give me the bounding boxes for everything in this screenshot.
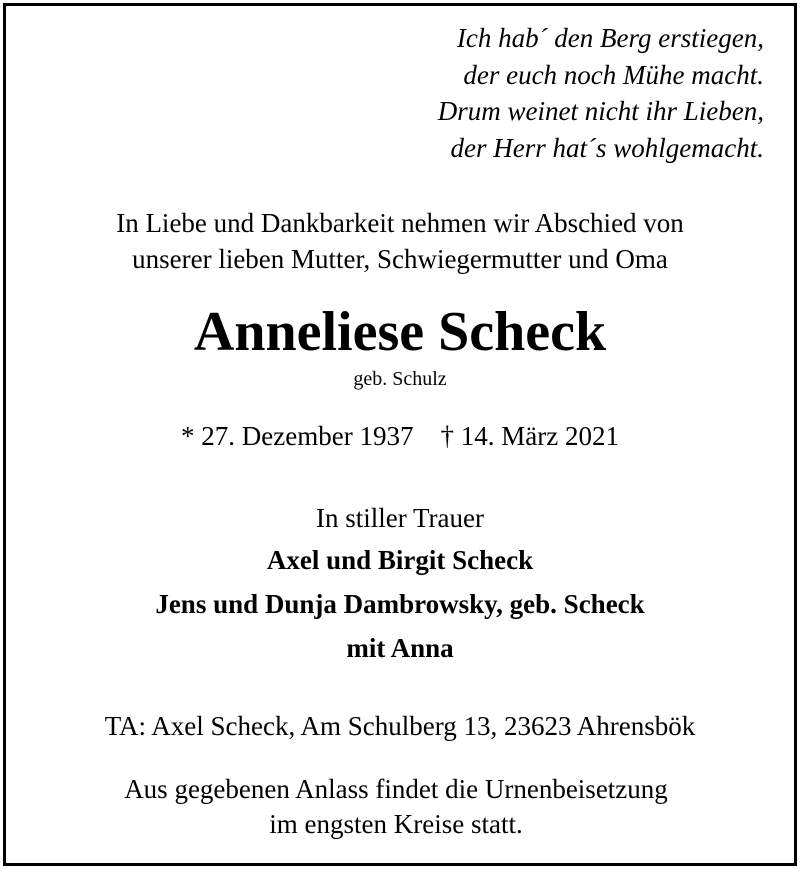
birth-name: geb. Schulz bbox=[353, 368, 447, 390]
poem-line-3: Drum weinet nicht ihr Lieben, bbox=[437, 96, 764, 126]
intro-line-2: unserer lieben Mutter, Schwiegermutter und Oma bbox=[132, 244, 668, 274]
mourners-heading: In stiller Trauer bbox=[316, 503, 484, 533]
poem bbox=[438, 20, 764, 166]
mourner-line-1: Axel und Birgit Scheck bbox=[266, 545, 534, 575]
birth-date: * 27. Dezember 1937 bbox=[181, 421, 414, 451]
poem-line-1: Ich hab´ den Berg erstiegen, bbox=[456, 23, 764, 53]
address-line: TA: Axel Scheck, Am Schulberg 13, 23623 Ahrensbök bbox=[104, 711, 696, 741]
notice-line-2: im engsten Kreise statt. bbox=[269, 809, 523, 839]
notice-line-1: Aus gegebenen Anlass findet die Urnenbeisetzung bbox=[124, 774, 668, 804]
intro-line-1: In Liebe und Dankbarkeit nehmen wir Abschied von bbox=[116, 208, 684, 238]
poem-line-2: der euch noch Mühe macht. bbox=[463, 59, 764, 90]
poem-line-4: der Herr hat´s wohlgemacht. bbox=[450, 132, 764, 163]
mourner-line-2: Jens und Dunja Dambrowsky, geb. Scheck bbox=[155, 589, 645, 619]
life-dates bbox=[0, 421, 800, 452]
deceased-name: Anneliese Scheck bbox=[193, 301, 607, 363]
death-date: † 14. März 2021 bbox=[440, 421, 619, 451]
mourner-line-3: mit Anna bbox=[346, 633, 454, 663]
